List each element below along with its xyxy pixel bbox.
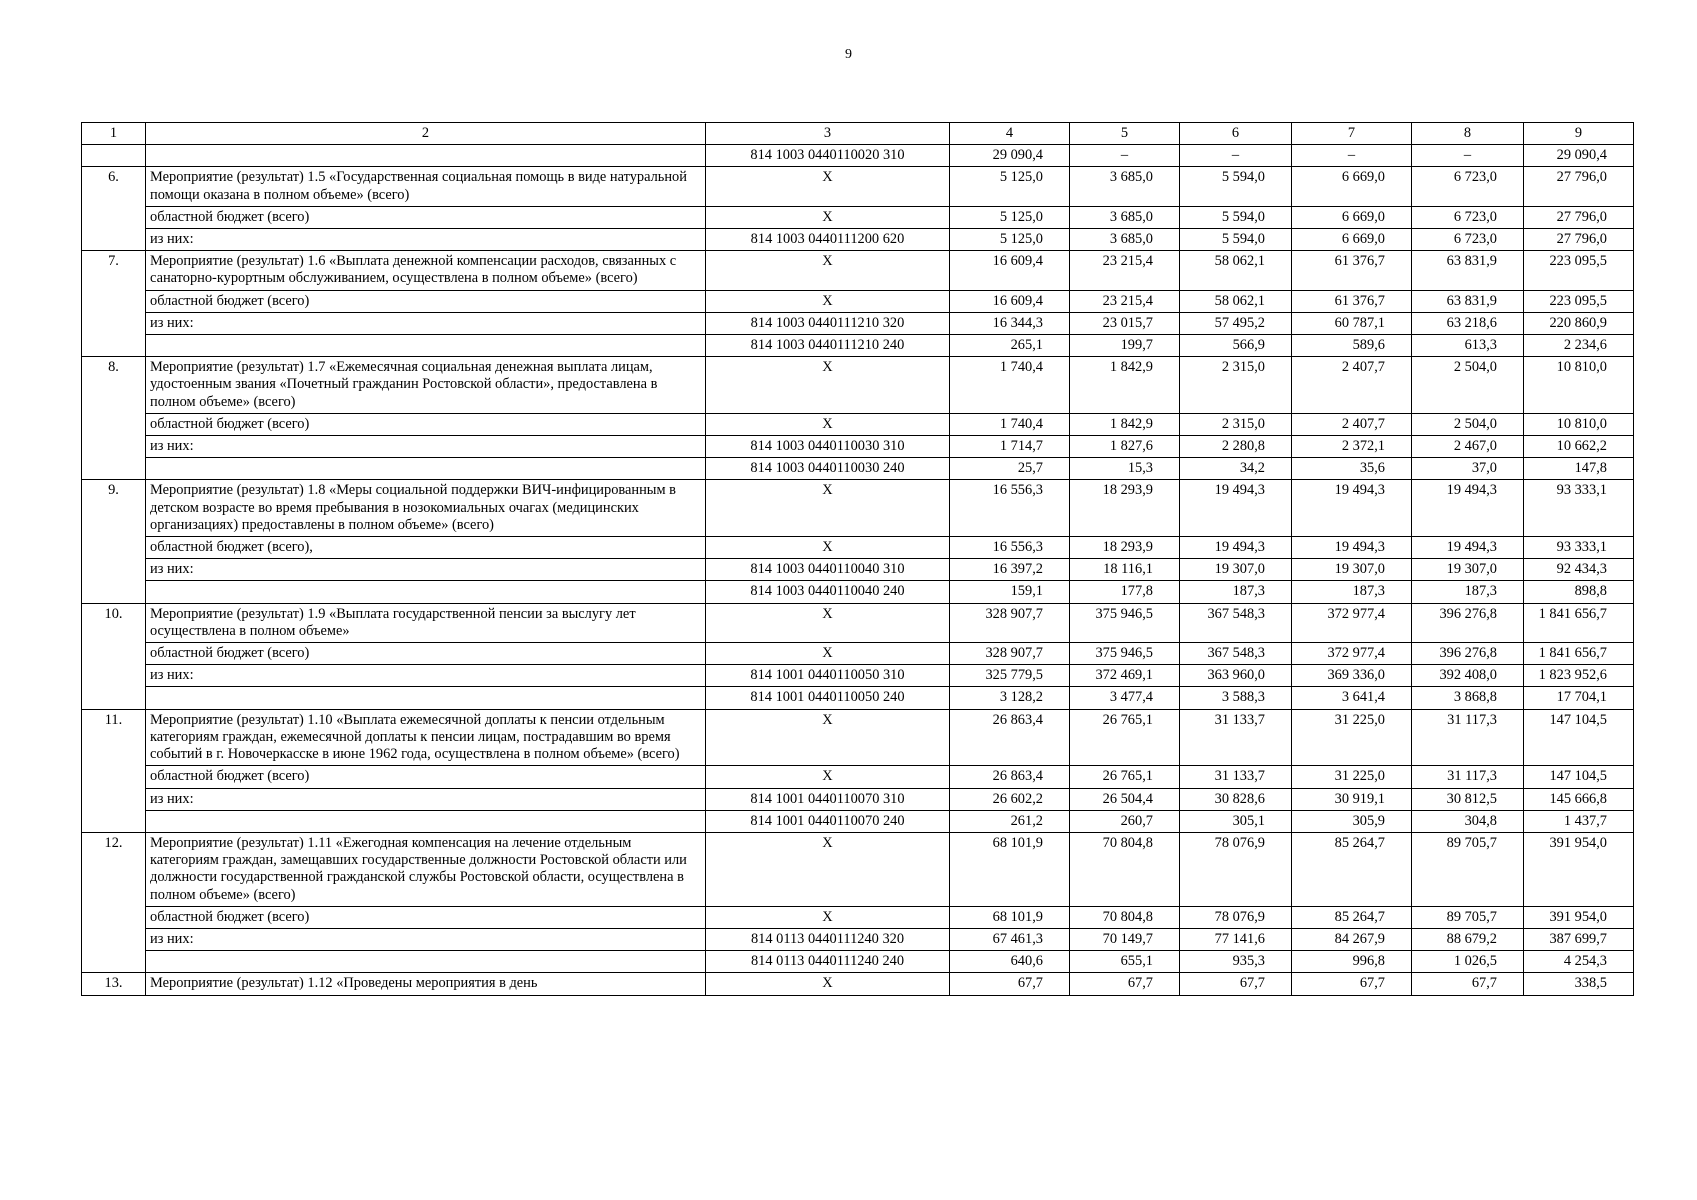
measure-row	[82, 357, 1634, 414]
row-number-cell: 6.	[82, 167, 146, 251]
value-cell: 1 437,7	[1524, 810, 1634, 832]
value-cell: 31 133,7	[1180, 766, 1292, 788]
budget-code-cell: Х	[706, 973, 950, 995]
description-cell: областной бюджет (всего)	[146, 643, 706, 665]
row-number-cell: 11.	[82, 709, 146, 832]
description-cell: Мероприятие (результат) 1.7 «Ежемесячная социальная денежная выплата лицам, удостоенным звания «Почетный гражданин Ростовской области», предоставлена в полном объеме» (всего)	[146, 357, 706, 414]
value-cell: 23 215,4	[1070, 251, 1180, 290]
description-cell	[146, 810, 706, 832]
value-cell: 84 267,9	[1292, 928, 1412, 950]
value-cell: 3 128,2	[950, 687, 1070, 709]
budget-breakdown-row	[82, 436, 1634, 458]
value-cell: 2 407,7	[1292, 357, 1412, 414]
value-cell: 58 062,1	[1180, 290, 1292, 312]
value-cell: 19 494,3	[1292, 537, 1412, 559]
value-cell: –	[1412, 145, 1524, 167]
value-cell: 2 504,0	[1412, 357, 1524, 414]
value-cell: 391 954,0	[1524, 832, 1634, 906]
description-cell: областной бюджет (всего)	[146, 206, 706, 228]
value-cell: 187,3	[1412, 581, 1524, 603]
description-cell	[146, 458, 706, 480]
value-cell: 375 946,5	[1070, 603, 1180, 642]
budget-breakdown-row	[82, 312, 1634, 334]
budget-code-cell: Х	[706, 480, 950, 537]
value-cell: 19 494,3	[1180, 537, 1292, 559]
value-cell: 27 796,0	[1524, 167, 1634, 206]
value-cell: 375 946,5	[1070, 643, 1180, 665]
header-cell: 5	[1070, 123, 1180, 145]
value-cell: –	[1070, 145, 1180, 167]
value-cell: 372 977,4	[1292, 643, 1412, 665]
value-cell: 6 669,0	[1292, 229, 1412, 251]
value-cell: 220 860,9	[1524, 312, 1634, 334]
value-cell: 5 125,0	[950, 167, 1070, 206]
value-cell: 2 280,8	[1180, 436, 1292, 458]
value-cell: 93 333,1	[1524, 537, 1634, 559]
value-cell: 265,1	[950, 335, 1070, 357]
value-cell: 29 090,4	[950, 145, 1070, 167]
value-cell: 88 679,2	[1412, 928, 1524, 950]
value-cell: 2 315,0	[1180, 413, 1292, 435]
row-number-cell: 7.	[82, 251, 146, 357]
value-cell: 26 765,1	[1070, 709, 1180, 766]
measure-row	[82, 480, 1634, 537]
description-cell: из них:	[146, 436, 706, 458]
continuation-row	[82, 145, 1634, 167]
value-cell: 10 810,0	[1524, 413, 1634, 435]
budget-breakdown-row	[82, 581, 1634, 603]
description-cell	[146, 335, 706, 357]
value-cell: 77 141,6	[1180, 928, 1292, 950]
value-cell: 363 960,0	[1180, 665, 1292, 687]
value-cell: 372 469,1	[1070, 665, 1180, 687]
value-cell: 6 669,0	[1292, 167, 1412, 206]
budget-code-cell: Х	[706, 413, 950, 435]
value-cell: 199,7	[1070, 335, 1180, 357]
value-cell: 63 218,6	[1412, 312, 1524, 334]
value-cell: 34,2	[1180, 458, 1292, 480]
value-cell: 391 954,0	[1524, 906, 1634, 928]
value-cell: 70 804,8	[1070, 832, 1180, 906]
value-cell: 5 594,0	[1180, 167, 1292, 206]
value-cell: 1 841 656,7	[1524, 643, 1634, 665]
budget-code-cell: 814 1003 0440110040 240	[706, 581, 950, 603]
value-cell: 10 810,0	[1524, 357, 1634, 414]
budget-breakdown-row	[82, 951, 1634, 973]
value-cell: 996,8	[1292, 951, 1412, 973]
value-cell: 61 376,7	[1292, 290, 1412, 312]
value-cell: 19 307,0	[1292, 559, 1412, 581]
value-cell: 145 666,8	[1524, 788, 1634, 810]
measure-row	[82, 973, 1634, 995]
value-cell: 392 408,0	[1412, 665, 1524, 687]
budget-breakdown-row	[82, 537, 1634, 559]
value-cell: 16 556,3	[950, 537, 1070, 559]
value-cell: 1 740,4	[950, 413, 1070, 435]
value-cell: 223 095,5	[1524, 251, 1634, 290]
value-cell: 31 225,0	[1292, 766, 1412, 788]
measure-row	[82, 251, 1634, 290]
value-cell: 177,8	[1070, 581, 1180, 603]
value-cell: 93 333,1	[1524, 480, 1634, 537]
value-cell: 6 723,0	[1412, 206, 1524, 228]
value-cell: 26 863,4	[950, 766, 1070, 788]
page-number: 9	[845, 47, 852, 62]
value-cell: 372 977,4	[1292, 603, 1412, 642]
value-cell: 367 548,3	[1180, 643, 1292, 665]
budget-breakdown-row	[82, 928, 1634, 950]
budget-breakdown-row	[82, 643, 1634, 665]
description-cell: Мероприятие (результат) 1.9 «Выплата государственной пенсии за выслугу лет осуществлена в полном объеме»	[146, 603, 706, 642]
budget-breakdown-row	[82, 206, 1634, 228]
value-cell: 70 149,7	[1070, 928, 1180, 950]
value-cell: 260,7	[1070, 810, 1180, 832]
value-cell: 19 494,3	[1292, 480, 1412, 537]
value-cell: 338,5	[1524, 973, 1634, 995]
value-cell: 5 125,0	[950, 229, 1070, 251]
value-cell: 898,8	[1524, 581, 1634, 603]
value-cell: 29 090,4	[1524, 145, 1634, 167]
value-cell: 187,3	[1180, 581, 1292, 603]
value-cell: 6 723,0	[1412, 229, 1524, 251]
value-cell: 19 307,0	[1180, 559, 1292, 581]
value-cell: 70 804,8	[1070, 906, 1180, 928]
budget-code-cell: 814 1003 0440111210 320	[706, 312, 950, 334]
value-cell: 26 863,4	[950, 709, 1070, 766]
value-cell: 31 225,0	[1292, 709, 1412, 766]
value-cell: 19 307,0	[1412, 559, 1524, 581]
value-cell: 5 594,0	[1180, 206, 1292, 228]
budget-code-cell: Х	[706, 643, 950, 665]
description-cell: Мероприятие (результат) 1.5 «Государственная социальная помощь в виде натуральной помощи оказана в полном объеме» (всего)	[146, 167, 706, 206]
budget-breakdown-row	[82, 335, 1634, 357]
budget-code-cell: 814 1001 0440110070 240	[706, 810, 950, 832]
value-cell: 147 104,5	[1524, 766, 1634, 788]
value-cell: 3 685,0	[1070, 229, 1180, 251]
value-cell: 31 117,3	[1412, 766, 1524, 788]
description-cell: областной бюджет (всего),	[146, 537, 706, 559]
value-cell: 304,8	[1412, 810, 1524, 832]
value-cell: 89 705,7	[1412, 906, 1524, 928]
value-cell: 4 254,3	[1524, 951, 1634, 973]
budget-breakdown-row	[82, 458, 1634, 480]
value-cell: 613,3	[1412, 335, 1524, 357]
value-cell: 67,7	[1292, 973, 1412, 995]
value-cell: 58 062,1	[1180, 251, 1292, 290]
budget-code-cell: 814 1003 0440110030 310	[706, 436, 950, 458]
description-cell: областной бюджет (всего)	[146, 906, 706, 928]
description-cell: Мероприятие (результат) 1.10 «Выплата ежемесячной доплаты к пенсии отдельным категориям граждан, ежемесячной доплаты к пенсии лицам, пострадавшим во время событий в г. Новочеркасске в июне 1962 года, осуществлена в полном объеме» (всего)	[146, 709, 706, 766]
budget-code-cell: 814 1001 0440110050 310	[706, 665, 950, 687]
description-cell	[146, 951, 706, 973]
row-number-cell: 12.	[82, 832, 146, 972]
value-cell: 19 494,3	[1180, 480, 1292, 537]
value-cell: 30 812,5	[1412, 788, 1524, 810]
budget-code-cell: 814 1003 0440110030 240	[706, 458, 950, 480]
measure-row	[82, 603, 1634, 642]
value-cell: 10 662,2	[1524, 436, 1634, 458]
value-cell: 30 828,6	[1180, 788, 1292, 810]
value-cell: 67,7	[950, 973, 1070, 995]
value-cell: 60 787,1	[1292, 312, 1412, 334]
row-number-cell	[82, 145, 146, 167]
value-cell: 18 293,9	[1070, 480, 1180, 537]
value-cell: 369 336,0	[1292, 665, 1412, 687]
value-cell: 328 907,7	[950, 603, 1070, 642]
value-cell: 67,7	[1180, 973, 1292, 995]
header-cell: 6	[1180, 123, 1292, 145]
budget-code-cell: Х	[706, 357, 950, 414]
value-cell: 78 076,9	[1180, 906, 1292, 928]
value-cell: 367 548,3	[1180, 603, 1292, 642]
value-cell: 1 026,5	[1412, 951, 1524, 973]
header-cell: 1	[82, 123, 146, 145]
value-cell: 2 372,1	[1292, 436, 1412, 458]
value-cell: 57 495,2	[1180, 312, 1292, 334]
value-cell: 18 293,9	[1070, 537, 1180, 559]
value-cell: 1 827,6	[1070, 436, 1180, 458]
header-cell: 8	[1412, 123, 1524, 145]
value-cell: 19 494,3	[1412, 480, 1524, 537]
measure-row	[82, 167, 1634, 206]
value-cell: 1 841 656,7	[1524, 603, 1634, 642]
description-cell: Мероприятие (результат) 1.11 «Ежегодная компенсация на лечение отдельным категориям граждан, замещавших государственные должности Ростовской области или должности государственной гражданской службы Ростовской области, осуществлена в полном объеме» (всего)	[146, 832, 706, 906]
value-cell: 566,9	[1180, 335, 1292, 357]
budget-code-cell: Х	[706, 290, 950, 312]
value-cell: 1 740,4	[950, 357, 1070, 414]
value-cell: 2 234,6	[1524, 335, 1634, 357]
budget-breakdown-row	[82, 687, 1634, 709]
value-cell: 3 641,4	[1292, 687, 1412, 709]
value-cell: 3 868,8	[1412, 687, 1524, 709]
header-cell: 7	[1292, 123, 1412, 145]
description-cell: областной бюджет (всего)	[146, 413, 706, 435]
value-cell: –	[1180, 145, 1292, 167]
value-cell: 223 095,5	[1524, 290, 1634, 312]
description-cell: областной бюджет (всего)	[146, 290, 706, 312]
value-cell: 1 842,9	[1070, 413, 1180, 435]
description-cell: Мероприятие (результат) 1.12 «Проведены мероприятия в день	[146, 973, 706, 995]
value-cell: 35,6	[1292, 458, 1412, 480]
value-cell: 89 705,7	[1412, 832, 1524, 906]
value-cell: 85 264,7	[1292, 832, 1412, 906]
budget-code-cell: Х	[706, 766, 950, 788]
value-cell: 67,7	[1070, 973, 1180, 995]
row-number-cell: 13.	[82, 973, 146, 995]
table-body	[82, 123, 1634, 996]
value-cell: 261,2	[950, 810, 1070, 832]
value-cell: 2 467,0	[1412, 436, 1524, 458]
budget-code-cell: 814 1003 0440110020 310	[706, 145, 950, 167]
value-cell: 63 831,9	[1412, 290, 1524, 312]
header-cell: 3	[706, 123, 950, 145]
value-cell: 68 101,9	[950, 832, 1070, 906]
value-cell: 67,7	[1412, 973, 1524, 995]
value-cell: 6 669,0	[1292, 206, 1412, 228]
budget-breakdown-row	[82, 665, 1634, 687]
measure-row	[82, 709, 1634, 766]
description-cell	[146, 145, 706, 167]
value-cell: 3 477,4	[1070, 687, 1180, 709]
value-cell: 187,3	[1292, 581, 1412, 603]
value-cell: 16 344,3	[950, 312, 1070, 334]
value-cell: 935,3	[1180, 951, 1292, 973]
value-cell: 3 588,3	[1180, 687, 1292, 709]
value-cell: 387 699,7	[1524, 928, 1634, 950]
value-cell: 26 765,1	[1070, 766, 1180, 788]
value-cell: 17 704,1	[1524, 687, 1634, 709]
value-cell: 325 779,5	[950, 665, 1070, 687]
value-cell: 2 407,7	[1292, 413, 1412, 435]
value-cell: 305,1	[1180, 810, 1292, 832]
header-cell: 4	[950, 123, 1070, 145]
value-cell: 396 276,8	[1412, 643, 1524, 665]
value-cell: 147,8	[1524, 458, 1634, 480]
description-cell: Мероприятие (результат) 1.8 «Меры социальной поддержки ВИЧ-инфицированным в детском возрасте во время пребывания в нозокомиальных очагах (медицинских организациях) предоставлены в полном объеме» (всего)	[146, 480, 706, 537]
description-cell: Мероприятие (результат) 1.6 «Выплата денежной компенсации расходов, связанных с санаторно-курортным обслуживанием, осуществлена в полном объеме» (всего)	[146, 251, 706, 290]
value-cell: 68 101,9	[950, 906, 1070, 928]
budget-code-cell: 814 1003 0440111210 240	[706, 335, 950, 357]
value-cell: 18 116,1	[1070, 559, 1180, 581]
value-cell: 30 919,1	[1292, 788, 1412, 810]
budget-code-cell: 814 1001 0440110070 310	[706, 788, 950, 810]
description-cell: из них:	[146, 559, 706, 581]
value-cell: 589,6	[1292, 335, 1412, 357]
budget-code-cell: Х	[706, 167, 950, 206]
value-cell: 16 609,4	[950, 290, 1070, 312]
value-cell: 78 076,9	[1180, 832, 1292, 906]
budget-code-cell: 814 0113 0440111240 240	[706, 951, 950, 973]
value-cell: 1 842,9	[1070, 357, 1180, 414]
value-cell: 31 133,7	[1180, 709, 1292, 766]
budget-breakdown-row	[82, 810, 1634, 832]
value-cell: 396 276,8	[1412, 603, 1524, 642]
row-number-cell: 8.	[82, 357, 146, 480]
budget-code-cell: 814 0113 0440111240 320	[706, 928, 950, 950]
budget-code-cell: Х	[706, 709, 950, 766]
value-cell: 25,7	[950, 458, 1070, 480]
value-cell: 1 714,7	[950, 436, 1070, 458]
value-cell: 147 104,5	[1524, 709, 1634, 766]
value-cell: 2 504,0	[1412, 413, 1524, 435]
value-cell: 3 685,0	[1070, 206, 1180, 228]
budget-code-cell: Х	[706, 251, 950, 290]
value-cell: 27 796,0	[1524, 229, 1634, 251]
description-cell: из них:	[146, 788, 706, 810]
description-cell: из них:	[146, 928, 706, 950]
budget-code-cell: 814 1003 0440110040 310	[706, 559, 950, 581]
value-cell: 640,6	[950, 951, 1070, 973]
budget-breakdown-row	[82, 559, 1634, 581]
value-cell: 63 831,9	[1412, 251, 1524, 290]
value-cell: 655,1	[1070, 951, 1180, 973]
value-cell: 305,9	[1292, 810, 1412, 832]
value-cell: 23 015,7	[1070, 312, 1180, 334]
row-number-cell: 9.	[82, 480, 146, 603]
value-cell: 15,3	[1070, 458, 1180, 480]
description-cell	[146, 687, 706, 709]
budget-code-cell: Х	[706, 832, 950, 906]
value-cell: 31 117,3	[1412, 709, 1524, 766]
budget-breakdown-row	[82, 413, 1634, 435]
value-cell: 23 215,4	[1070, 290, 1180, 312]
header-cell: 2	[146, 123, 706, 145]
value-cell: 16 609,4	[950, 251, 1070, 290]
budget-breakdown-row	[82, 906, 1634, 928]
value-cell: 19 494,3	[1412, 537, 1524, 559]
budget-breakdown-row	[82, 766, 1634, 788]
budget-breakdown-row	[82, 788, 1634, 810]
value-cell: 26 504,4	[1070, 788, 1180, 810]
value-cell: 5 594,0	[1180, 229, 1292, 251]
budget-code-cell: Х	[706, 537, 950, 559]
value-cell: 5 125,0	[950, 206, 1070, 228]
value-cell: 159,1	[950, 581, 1070, 603]
budget-code-cell: Х	[706, 603, 950, 642]
budget-breakdown-row	[82, 290, 1634, 312]
value-cell: 16 397,2	[950, 559, 1070, 581]
budget-table	[81, 122, 1634, 996]
value-cell: 2 315,0	[1180, 357, 1292, 414]
value-cell: 16 556,3	[950, 480, 1070, 537]
value-cell: 6 723,0	[1412, 167, 1524, 206]
value-cell: 328 907,7	[950, 643, 1070, 665]
row-number-cell: 10.	[82, 603, 146, 709]
value-cell: 92 434,3	[1524, 559, 1634, 581]
description-cell	[146, 581, 706, 603]
budget-code-cell: Х	[706, 906, 950, 928]
description-cell: из них:	[146, 229, 706, 251]
value-cell: –	[1292, 145, 1412, 167]
value-cell: 3 685,0	[1070, 167, 1180, 206]
description-cell: областной бюджет (всего)	[146, 766, 706, 788]
budget-code-cell: 814 1001 0440110050 240	[706, 687, 950, 709]
description-cell: из них:	[146, 312, 706, 334]
header-row	[82, 123, 1634, 145]
value-cell: 26 602,2	[950, 788, 1070, 810]
value-cell: 85 264,7	[1292, 906, 1412, 928]
budget-code-cell: 814 1003 0440111200 620	[706, 229, 950, 251]
header-cell: 9	[1524, 123, 1634, 145]
value-cell: 37,0	[1412, 458, 1524, 480]
value-cell: 61 376,7	[1292, 251, 1412, 290]
budget-code-cell: Х	[706, 206, 950, 228]
measure-row	[82, 832, 1634, 906]
budget-breakdown-row	[82, 229, 1634, 251]
value-cell: 27 796,0	[1524, 206, 1634, 228]
value-cell: 67 461,3	[950, 928, 1070, 950]
value-cell: 1 823 952,6	[1524, 665, 1634, 687]
description-cell: из них:	[146, 665, 706, 687]
